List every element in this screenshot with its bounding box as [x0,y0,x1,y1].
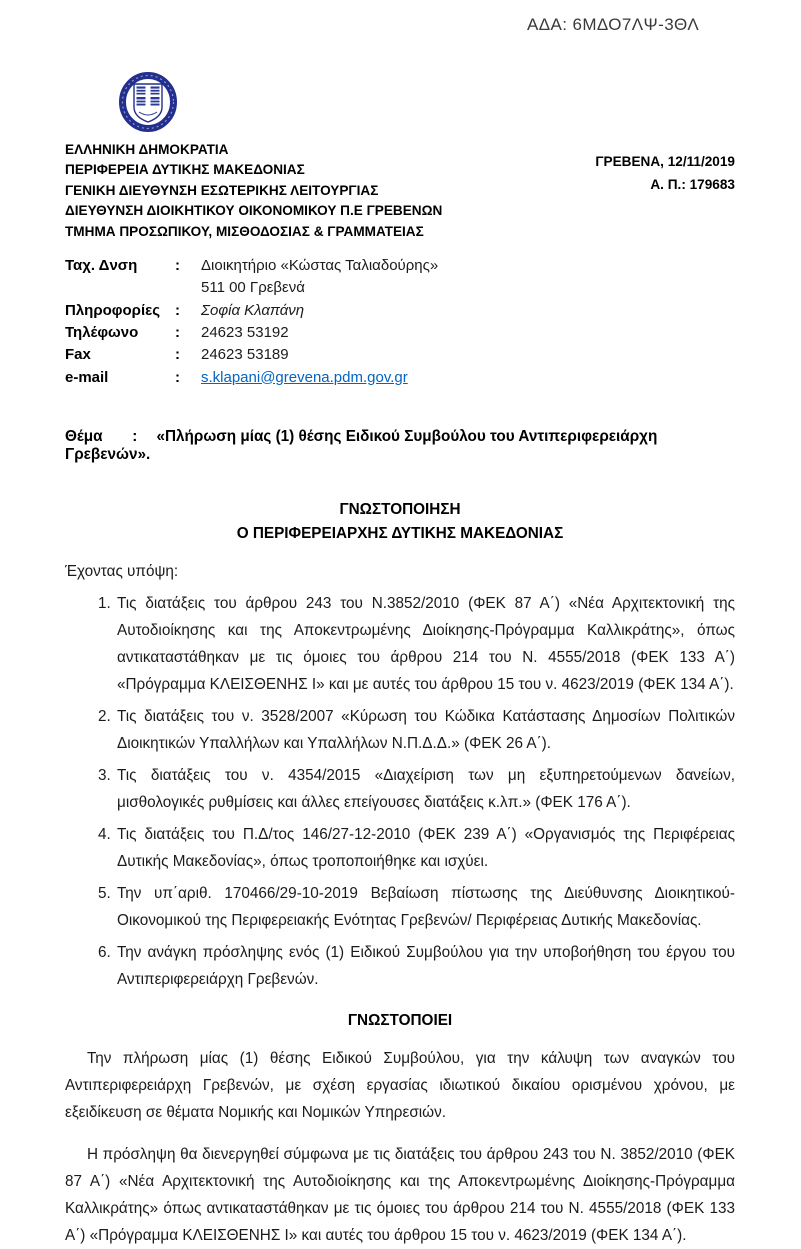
org-line-department: ΤΜΗΜΑ ΠΡΟΣΩΠΙΚΟΥ, ΜΙΣΘΟΔΟΣΙΑΣ & ΓΡΑΜΜΑΤΕΙΑΣ [65,223,424,239]
subject-colon: : [132,427,138,445]
protocol-number: Α. Π.: 179683 [650,177,735,192]
contact-row-address [65,255,735,277]
org-line-region: ΠΕΡΙΦΕΡΕΙΑ ΔΥΤΙΚΗΣ ΜΑΚΕΔΟΝΙΑΣ [65,162,305,178]
contact-label: Ταχ. Δνση [65,257,138,275]
contact-colon: : [175,368,180,386]
heading-gnostopoiei: ΓΝΩΣΤΟΠΟΙΕΙ [347,1011,453,1029]
contact-label: Πληροφορίες [65,301,161,319]
contact-value-phone: 24623 53192 [201,323,289,341]
contact-colon: : [175,346,180,364]
procedure-paragraph: Η πρόσληψη θα διενεργηθεί σύμφωνα με τις διατάξεις του άρθρου 243 του Ν. 3852/2010 (ΦΕΚ 87 Α΄) «Νέα Αρχιτεκτονική της Αυτοδιοίκησης και της Αποκεντρωμένης Διοίκησης-Πρόγραμμα Καλλικράτης» όπως αντικαταστάθηκαν με τις όμοιες του άρθρου 214 του Ν. 4555/2018 (ΦΕΚ 133 Α΄) «Πρόγραμμα ΚΛΕΙΣΘΕΝΗΣ Ι» και αυτές του άρθρου 15 του ν. 4623/2019 (ΦΕΚ 134 Α΄). [65,1146,735,1245]
city-date: ΓΡΕΒΕΝΑ, 12/11/2019 [595,154,735,169]
org-line-gen-dir: ΓΕΝΙΚΗ ΔΙΕΥΘΥΝΣΗ ΕΣΩΤΕΡΙΚΗΣ ΛΕΙΤΟΥΡΓΙΑΣ [65,182,379,198]
contact-colon: : [175,301,180,319]
announcement-paragraph: Την πλήρωση μίας (1) θέσης Ειδικού Συμβούλου, για την κάλυψη των αναγκών του Αντιπεριφερειάρχη Γρεβενών, με σχέση εργασίας ιδιωτικού δικαίου ορισμένου χρόνου, με εξειδίκευση σε θέματα Νομικής και Νομικών Υπηρεσιών. [65,1049,735,1121]
contact-row-phone [65,322,735,344]
contact-value-address-line2: 511 00 Γρεβενά [201,279,305,297]
contact-row-email [65,367,735,389]
date-protocol-block [595,150,735,196]
contact-row-information [65,300,735,322]
contact-value-information: Σοφία Κλαπάνη [201,301,305,319]
contact-colon: : [175,323,180,341]
contact-label: Τηλέφωνο [65,323,139,341]
org-line-directorate: ΔΙΕΥΘΥΝΣΗ ΔΙΟΙΚΗΤΙΚΟΥ ΟΙΚΟΝΟΜΙΚΟΥ Π.Ε ΓΡΕΒΕΝΩΝ [65,203,443,219]
contact-colon: : [175,257,180,275]
org-line-republic: ΕΛΛΗΝΙΚΗ ΔΗΜΟΚΡΑΤΙΑ [65,142,229,157]
heading-gnostopoiisi: ΓΝΩΣΤΟΠΟΙΗΣΗ [339,500,461,518]
heading-perifereiarxis: Ο ΠΕΡΙΦΕΡΕΙΑΡΧΗΣ ΔΥΤΙΚΗΣ ΜΑΚΕΔΟΝΙΑΣ [236,524,564,542]
contact-value-fax: 24623 53189 [201,346,289,364]
legal-basis-item: 4. Τις διατάξεις του Π.Δ/τος 146/27-12-2010 (ΦΕΚ 239 Α΄) «Οργανισμός της Περιφέρειας Δυτικής Μακεδονίας», όπως τροποποιήθηκε και ισχύει. [115,821,735,875]
legal-basis-item: 2. Τις διατάξεις του ν. 3528/2007 «Κύρωση του Κώδικα Κατάστασης Δημοσίων Πολιτικών Διοικητικών Υπαλλήλων και Υπαλλήλων Ν.Π.Δ.Δ.» (ΦΕΚ 26 Α΄). [115,703,735,757]
ada-code: ΑΔΑ: 6ΜΔΟ7ΛΨ-3ΘΛ [527,15,700,34]
subject-line [65,428,735,464]
contact-row-fax [65,344,735,366]
contact-label: Fax [65,346,91,364]
subject-label: Θέμα [65,427,103,445]
subject-text: «Πλήρωση μίας (1) θέσης Ειδικού Συμβούλου του Αντιπεριφερειάρχη Γρεβενών». [65,427,658,463]
legal-basis-item: 5. Την υπ΄αριθ. 170466/29-10-2019 Βεβαίωση πίστωσης της Διεύθυνσης Διοικητικού-Οικονομικού της Περιφερειακής Ενότητας Γρεβενών/ Περιφέρειας Δυτικής Μακεδονίας. [115,880,735,934]
hellenic-republic-emblem-icon [117,72,179,134]
legal-basis-item: 3. Τις διατάξεις του ν. 4354/2015 «Διαχείριση των μη εξυπηρετούμενων δανείων, μισθολογικές ρυθμίσεις και άλλες επείγουσες διατάξεις κ.λπ.» (ΦΕΚ 176 Α΄). [115,762,735,816]
contact-label: e-mail [65,368,109,386]
legal-basis-item: 6. Την ανάγκη πρόσληψης ενός (1) Ειδικού Συμβούλου για την υποβοήθηση του έργου του Αντιπεριφερειάρχη Γρεβενών. [115,939,735,993]
having-regard-line: Έχοντας υπόψη: [65,562,179,580]
legal-basis-item: 1. Τις διατάξεις του άρθρου 243 του Ν.3852/2010 (ΦΕΚ 87 Α΄) «Νέα Αρχιτεκτονική της Αυτοδιοίκησης και της Αποκεντρωμένης Διοίκησης-Πρόγραμμα Καλλικράτης», όπως αντικαταστάθηκαν με τις όμοιες του άρθρου 214 του Ν. 4555/2018 (ΦΕΚ 133 Α΄) «Πρόγραμμα ΚΛΕΙΣΘΕΝΗΣ Ι» και με αυτές του άρθρου 15 του ν. 4623/2019 (ΦΕΚ 134 Α΄). [115,590,735,698]
contact-value-address: Διοικητήριο «Κώστας Ταλιαδούρης» [201,257,439,275]
legal-basis-list [65,590,735,993]
contact-info-block [65,255,735,389]
email-link[interactable]: s.klapani@grevena.pdm.gov.gr [201,368,408,386]
